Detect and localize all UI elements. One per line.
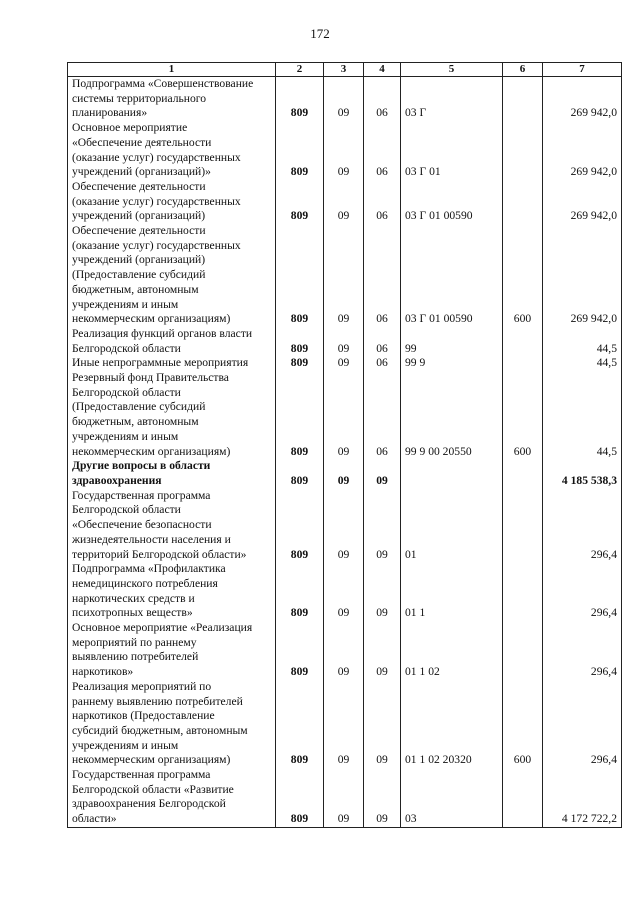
row-amount: 296,4 [543,680,622,768]
row-amount: 44,5 [543,327,622,356]
row-expense-type [503,356,543,371]
row-name-line: наркотических средств и [72,591,195,605]
row-target-article: 03 Г 01 00590 [401,224,503,327]
row-subsection-code: 06 [364,77,401,122]
row-amount: 296,4 [543,489,622,563]
row-name-line: мероприятий по раннему [72,635,197,649]
row-target-article: 99 9 [401,356,503,371]
row-expense-type: 600 [503,371,543,459]
header-col-5: 5 [401,63,503,77]
row-section-code: 09 [324,224,364,327]
header-col-2: 2 [276,63,324,77]
row-name-line: (оказание услуг) государственных [72,150,241,164]
table-row [68,121,622,180]
row-section-code: 09 [324,621,364,680]
row-target-article: 01 1 02 [401,621,503,680]
row-admin-code: 809 [276,562,324,621]
row-amount: 269 942,0 [543,77,622,122]
row-name-line: Реализация функций органов власти [72,326,253,340]
row-expense-type [503,121,543,180]
row-name-line: Белгородской области [72,503,181,517]
table-row [68,562,622,621]
row-name-line: здравоохранения [72,473,162,487]
row-name [68,562,276,621]
row-section-code: 09 [324,180,364,224]
row-name-line: (Предоставление субсидий [72,268,206,282]
row-name [68,356,276,371]
row-section-code: 09 [324,562,364,621]
row-amount: 44,5 [543,356,622,371]
row-target-article [401,459,503,488]
table-row [68,768,622,827]
row-subsection-code: 06 [364,371,401,459]
row-subsection-code: 09 [364,459,401,488]
row-subsection-code: 06 [364,356,401,371]
row-expense-type: 600 [503,224,543,327]
row-name-line: Белгородской области [72,341,181,355]
row-name-line: бюджетным, автономным [72,282,199,296]
row-target-article: 99 [401,327,503,356]
row-name-line: здравоохранения Белгородской [72,797,226,811]
row-name-line: Обеспечение деятельности [72,224,206,238]
row-amount: 4 185 538,3 [543,459,622,488]
row-name-line: Основное мероприятие «Реализация [72,621,253,635]
row-section-code: 09 [324,121,364,180]
row-admin-code: 809 [276,121,324,180]
row-name-line: психотропных веществ» [72,606,193,620]
row-name-line: Иные непрограммные мероприятия [72,356,249,370]
row-name [68,489,276,563]
row-name [68,180,276,224]
row-name [68,224,276,327]
row-name-line: субсидий бюджетным, автономным [72,723,248,737]
row-name-line: (оказание услуг) государственных [72,194,241,208]
row-subsection-code: 06 [364,224,401,327]
row-subsection-code: 09 [364,562,401,621]
table-row [68,356,622,371]
header-col-1: 1 [68,63,276,77]
row-admin-code: 809 [276,371,324,459]
row-amount: 296,4 [543,621,622,680]
row-target-article: 03 Г 01 [401,121,503,180]
row-name-line: Основное мероприятие [72,121,188,135]
header-col-7: 7 [543,63,622,77]
header-col-3: 3 [324,63,364,77]
table-row [68,680,622,768]
row-admin-code: 809 [276,459,324,488]
row-section-code: 09 [324,77,364,122]
row-name-line: Белгородской области «Развитие [72,782,234,796]
row-expense-type [503,327,543,356]
row-name-line: области» [72,812,117,826]
row-target-article: 03 Г 01 00590 [401,180,503,224]
row-name [68,77,276,122]
row-admin-code: 809 [276,621,324,680]
row-admin-code: 809 [276,77,324,122]
row-expense-type [503,489,543,563]
table-row [68,489,622,563]
row-name-line: планирования» [72,106,148,120]
table-header [68,63,622,77]
row-admin-code: 809 [276,327,324,356]
row-expense-type [503,768,543,827]
row-subsection-code: 09 [364,489,401,563]
row-name-line: системы территориального [72,91,207,105]
row-name-line: выявлению потребителей [72,650,199,664]
row-target-article: 99 9 00 20550 [401,371,503,459]
row-name [68,121,276,180]
row-name [68,621,276,680]
page-number: 172 [310,26,330,41]
row-name-line: Государственная программа [72,488,211,502]
table-row [68,371,622,459]
row-expense-type [503,77,543,122]
row-name-line: учреждений (организаций) [72,209,206,223]
row-subsection-code: 06 [364,180,401,224]
row-amount: 269 942,0 [543,224,622,327]
row-subsection-code: 09 [364,680,401,768]
row-name-line: «Обеспечение безопасности [72,518,212,532]
row-subsection-code: 09 [364,621,401,680]
row-expense-type: 600 [503,680,543,768]
row-section-code: 09 [324,459,364,488]
row-amount: 4 172 722,2 [543,768,622,827]
row-name-line: бюджетным, автономным [72,415,199,429]
row-target-article: 03 [401,768,503,827]
row-name [68,327,276,356]
header-col-4: 4 [364,63,401,77]
row-section-code: 09 [324,371,364,459]
row-name-line: немедицинского потребления [72,576,218,590]
row-name-line: учреждениям и иным [72,429,179,443]
row-name [68,459,276,488]
row-name-line: раннему выявлению потребителей [72,694,243,708]
row-expense-type [503,562,543,621]
row-name-line: некоммерческим организациям) [72,312,231,326]
header-col-6: 6 [503,63,543,77]
row-amount: 269 942,0 [543,180,622,224]
table-row [68,459,622,488]
row-target-article: 01 1 [401,562,503,621]
row-name-line: (Предоставление субсидий [72,400,206,414]
row-name-line: учреждений (организаций) [72,253,206,267]
row-name-line: некоммерческим организациям) [72,444,231,458]
row-name-line: Подпрограмма «Совершенствование [72,77,254,90]
row-expense-type [503,621,543,680]
row-section-code: 09 [324,489,364,563]
budget-table [67,62,622,828]
row-section-code: 09 [324,356,364,371]
row-name-line: Подпрограмма «Профилактика [72,562,226,576]
row-admin-code: 809 [276,224,324,327]
row-section-code: 09 [324,327,364,356]
row-name-line: учреждений (организаций)» [72,165,211,179]
row-target-article: 01 1 02 20320 [401,680,503,768]
row-amount: 296,4 [543,562,622,621]
row-admin-code: 809 [276,680,324,768]
row-amount: 44,5 [543,371,622,459]
row-subsection-code: 06 [364,121,401,180]
row-admin-code: 809 [276,489,324,563]
table-row [68,621,622,680]
row-subsection-code: 06 [364,327,401,356]
row-name [68,680,276,768]
row-expense-type [503,180,543,224]
row-name-line: Резервный фонд Правительства [72,371,229,385]
row-name [68,768,276,827]
row-amount: 269 942,0 [543,121,622,180]
row-name-line: жизнедеятельности населения и [72,532,231,546]
row-section-code: 09 [324,768,364,827]
row-name-line: территорий Белгородской области» [72,547,247,561]
row-name-line: наркотиков» [72,665,134,679]
table-row [68,77,622,122]
row-admin-code: 809 [276,180,324,224]
row-name-line: «Обеспечение деятельности [72,135,212,149]
row-admin-code: 809 [276,356,324,371]
row-name-line: Государственная программа [72,768,211,782]
row-subsection-code: 09 [364,768,401,827]
row-name-line: Белгородской области [72,385,181,399]
row-target-article: 01 [401,489,503,563]
row-name-line: учреждениям и иным [72,297,179,311]
table-body [68,77,622,828]
row-admin-code: 809 [276,768,324,827]
row-name-line: некоммерческим организациям) [72,753,231,767]
row-target-article: 03 Г [401,77,503,122]
row-name-line: наркотиков (Предоставление [72,709,215,723]
row-name-line: Обеспечение деятельности [72,179,206,193]
row-section-code: 09 [324,680,364,768]
row-name-line: учреждениям и иным [72,738,179,752]
table-row [68,224,622,327]
row-name-line: Реализация мероприятий по [72,679,212,693]
table-row [68,180,622,224]
row-name-line: Другие вопросы в области [72,459,211,473]
table-row [68,327,622,356]
row-name [68,371,276,459]
row-expense-type [503,459,543,488]
row-name-line: (оказание услуг) государственных [72,238,241,252]
